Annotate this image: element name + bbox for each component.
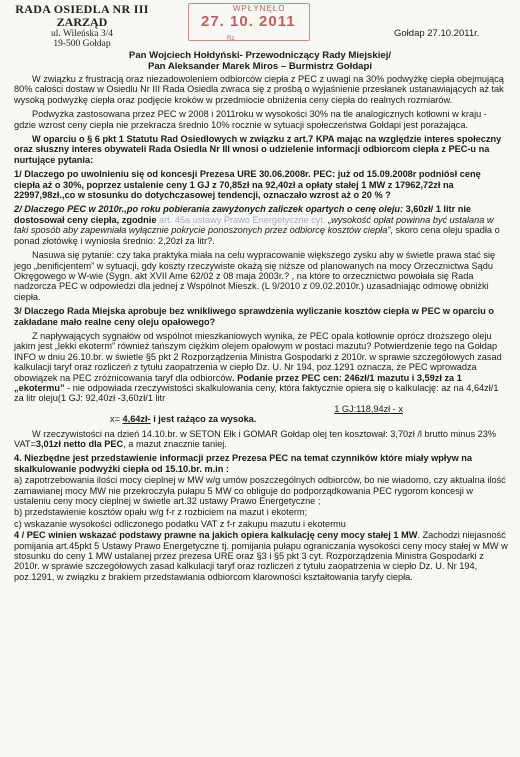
stamp-line-2: ZARZĄD — [56, 15, 108, 29]
mazut-calc: - nie odpowiada rzeczywistości skalkulowania ceny, która faktycznie opiera się o kalkulację: az na 4,64zł/1 za litr oleju(1 GJ: 92,40zł -3,60zł/1 litr — [14, 382, 499, 404]
question-2-article: art. 45a ustawy Prawo Energetyczne cyt. — [159, 214, 326, 225]
mazut-prices: . Podanie przez PEC cen: 246zł/1 mazutu i 3,59zł za 1 „ekotermu” — [14, 372, 462, 393]
received-reg: Rz. — [227, 36, 236, 42]
calc-verdict: i jest rażąco za wysoka. — [153, 414, 257, 425]
calc-result — [14, 414, 508, 424]
question-2-oil: 3,60zł/ 1 litr nie dostosował ceny ciepła, zgodnie — [14, 204, 471, 225]
question-4: 4. Niezbędne jest przedstawienie informacji przez Prezesa PEC na temat czynników które miały wpływ na skalkulowanie podwyżki ciepła od 15.10.br. m.in : — [14, 453, 472, 474]
paragraph-question-profit: Nasuwa się pytanie: czy taka praktyka miała na celu wypracowanie większego zysku aby w świetle prawa stać się jego „benificjentem” w sytuacji, gdy koszty rzeczywiste okażą się niższe od planowanych na mocy Orzecznictwa Sądu Okręgowego w W-wie (Sygn. akt XVII Ame 62/02 z 08 maja 2003r.? , na które to orzecznictwo powołała się Rada nadzorcza PEC w odpowiedzi dla jednej z Wspólnot Mieszk. (L 9/2010 z 09.02.2010r.) uzasadniając odmowę obniżki ciepła. — [14, 250, 496, 302]
reality-net: 3,01zł netto dla PEC — [35, 439, 124, 449]
question-1: 1/ Dlaczego po uwolnieniu się od koncesji Prezesa URE 30.06.2008r. PEC: już od 15.09.2008r podniósł cenę ciepła aż o 30%, poprzez ustalenie ceny 1 GJ z 70,85zł na 92,40zł a opłaty stałej 1 MW z 17962,72zł na 22997,98zł.,co w stosunku do dotychczasowej tendencji, oznaczało wzrost aż o 20 % ? — [14, 169, 481, 201]
question-4-b: b) przedstawienie kosztów opału w/g f-r z rozbiciem na mazut i ekoterm; — [14, 507, 308, 518]
question-4-a: a) zapotrzebowania ilości mocy cieplnej w MW w/g umów poszczególnych odbiorców, bo nie wiadomo, czy aktualna ilość zamawianej mocy MW nie przekroczyła pułapu 5 MW co obliguje do podporządkowania PEC rygorom koncesji w ustaleniu ceny mocy cieplnej w świetle art.32 ustawy Prawo Energetyczne ; — [14, 475, 506, 507]
paragraph-intro: W związku z frustracją oraz niezadowoleniem odbiorców ciepła z PEC z uwagi na 30% podwyżkę ciepła obejmującą 80% całości dostaw w Osiedlu Nr III Rada Osiedla zwraca się z prośbą o wyjaśnienie przesłanek ustanawiających aż tak wysoką podwyżkę ciepła oraz podjęcie kroków w przedmiocie obniżenia ceny ciepła do realnych rozmiarów. — [14, 74, 504, 105]
stamp-line-4: 19-500 Gołdap — [53, 39, 111, 49]
question-2-tail: , skoro cena oleju spadła o ponad złotówkę i wyniosła średnio: 2,20zł za litr?. — [14, 225, 500, 246]
calc-value: 4,64zł- — [122, 414, 151, 425]
letter-body — [14, 74, 508, 586]
question-5-text: . Zachodzi niejasność pomijania art.45pkt 5 Ustawy Prawo Energetyczne tj. pomijania pułapu ograniczania wysokości ceny mocy stałej w MW w stosunku do ceny 1 MW ustalanej przez prezesa URE oraz §3 i §5 pkt 3 cyt. Rozporządzenia Ministra Gospodarki z 2010r. w sprawie szczegółowych zasad kalkulacji taryf oraz rozliczeń z tytułu zaopatrzenia w ciepło Dz. U. Nr 194, poz.1291, w związku z brakiem przedstawiania odbiorcom klarowności kształtowania taryfy ciepła. — [14, 530, 508, 582]
reality-tail: , a mazut znacznie taniej. — [123, 439, 227, 449]
question-5-head: 4 / PEC winien wskazać podstawy prawne na jakich opiera kalkulację ceny mocy stałej 1 MW — [14, 530, 418, 541]
received-date: 27. 10. 2011 — [201, 13, 296, 30]
question-5 — [14, 530, 508, 582]
paragraph-increase: Podwyżka zastosowana przez PEC w 2008 i 2011roku w wysokości 30% na tle analogicznych kotłowni w kraju - gdzie wzrost ceny ciepła nie przekracza średnio 10% rocznie w sytuacji społeczeństwa Gołdapi jest porażająca. — [14, 109, 487, 130]
question-4-c: c) wskazanie wysokości odliczonego podatku VAT z f-r zakupu mazutu i ekotermu — [14, 518, 346, 529]
calc-line-text: 1 GJ:118,94zł - x — [334, 403, 403, 414]
stamp-line-1: RADA OSIEDLA NR III — [15, 2, 149, 16]
mazut-text: Z napływających sygnałów od wspólnot mieszkaniowych wynika, że PEC opala kotłownie oprócz droższego oleju jakim jest „lekki ekoterm” również tańszym ciężkim olejem opałowym w postaci mazutu? Potwierdzenie tego na Gołdap INFO w dniu 26.10.br. w świetle §5 pkt 2 Rozporządzenia Ministra Gospodarki z 2010r. w sprawie szczegółowych zasad kalkulacji taryf oraz rozliczeń z tytułu zaopatrzenia w ciepło Dz. U. Nr 194, poz.1291 oznacza, że PEC wprowadza obowiązek na PEC zróżnicowania taryf dla odbiorców — [14, 330, 502, 383]
question-3: 3/ Dlaczego Rada Miejska aprobuje bez wnikliwego sprawdzenia wyliczanie kosztów ciepła w PEC w oparciu o zakładane mało realne ceny oleju opałowego? — [14, 306, 494, 327]
addressee — [0, 50, 520, 72]
question-2 — [14, 204, 508, 246]
council-stamp — [7, 3, 157, 49]
question-2-head: 2/ Dlaczego PEC w 2010r.,po roku pobierania zawyżonych zaliczek opartych o cenę oleju: — [14, 204, 404, 215]
paragraph-reality — [14, 429, 508, 450]
paragraph-legal-basis: W oparciu o § 6 pkt 1 Statutu Rad Osiedlowych w związku z art.7 KPA mając na względzie interes społeczny oraz słuszny interes obywateli Rada Osiedla Nr III wnosi o udzielenie informacji odbiorcom ciepła z PEC-u na nurtujące pytania: — [14, 134, 502, 165]
calc-line — [14, 404, 508, 414]
question-2-quote: „wysokość opłat powinna być ustalana w taki sposób aby zapewniała wyłącznie pokrycie ponoszonych przez odbiorcę kosztów ciepła” — [14, 214, 494, 236]
place-date: Gołdap 27.10.2011r. — [394, 28, 480, 39]
received-stamp — [188, 3, 310, 41]
reality-text: W rzeczywistości na dzień 14.10.br. w SETON Ełk i GOMAR Gołdap olej ten kosztował: 3,70zł /l brutto minus 23% VAT= — [14, 428, 496, 449]
paragraph-mazut — [14, 331, 508, 404]
received-word: WPŁYNĘŁO — [233, 4, 286, 13]
addressee-line-2: Pan Aleksander Marek Miros – Burmistrz Gołdapi — [147, 61, 373, 72]
addressee-line-1: Pan Wojciech Hołdyński- Przewodniczący Rady Miejskiej/ — [128, 50, 392, 61]
calc-x: x= — [110, 414, 120, 425]
stamp-line-3: ul. Wileńska 3/4 — [51, 29, 113, 39]
